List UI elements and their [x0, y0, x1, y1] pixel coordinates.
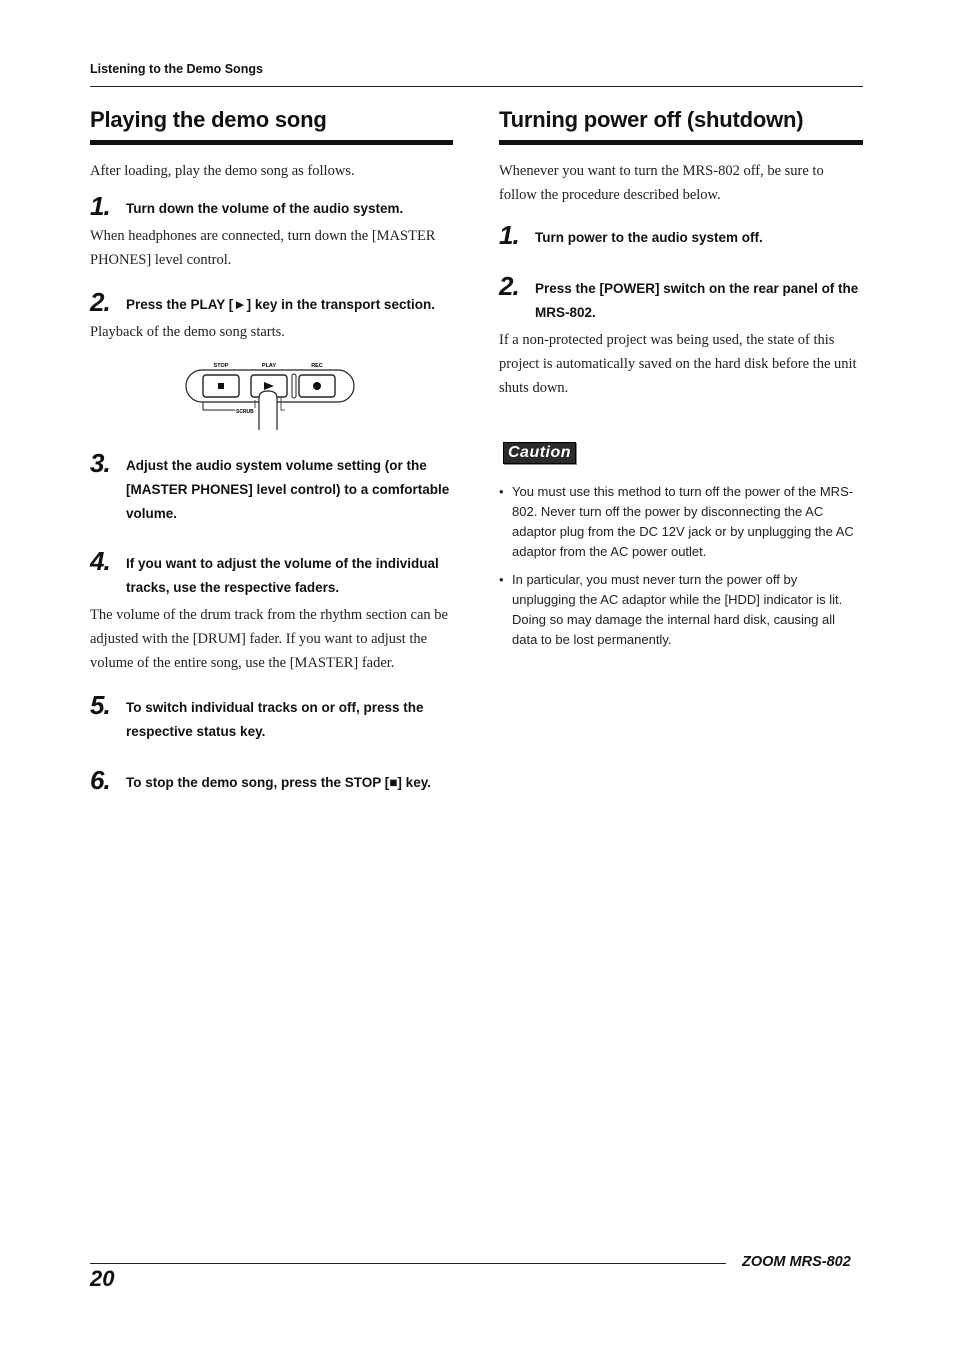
step-number: 2. — [499, 271, 519, 301]
section-title-playing-demo: Playing the demo song — [90, 107, 327, 132]
step-body: When headphones are connected, turn down the [MASTER PHONES] level control. — [90, 228, 436, 268]
key-divider — [292, 374, 296, 398]
footer-rule — [90, 1263, 726, 1264]
list-item — [499, 482, 863, 562]
bullet-icon: • — [499, 484, 504, 499]
rec-key-label: REC — [311, 363, 323, 369]
list-item — [499, 570, 863, 650]
step-number: 6. — [90, 765, 110, 795]
step-instruction: To stop the demo song, press the STOP [■] key. — [126, 775, 431, 790]
step-instruction: To switch individual tracks on or off, press the respective status key. — [126, 700, 424, 739]
right-column — [499, 104, 863, 658]
step-2 — [499, 271, 863, 325]
step-instruction: Press the [POWER] switch on the rear panel of the MRS-802. — [535, 281, 859, 320]
title-rule — [499, 140, 863, 145]
step-1 — [90, 191, 453, 221]
finger-icon — [259, 391, 277, 430]
left-column — [90, 104, 453, 795]
step-number: 4. — [90, 546, 110, 576]
intro-paragraph: After loading, play the demo song as follows. — [90, 163, 355, 179]
step-number: 1. — [90, 191, 110, 221]
intro-paragraph: Whenever you want to turn the MRS-802 off, be sure to follow the procedure described below. — [499, 163, 824, 203]
bullet-icon: • — [499, 572, 504, 587]
step-body: The volume of the drum track from the rhythm section can be adjusted with the [DRUM] fader. If you want to adjust the volume of the entire song, use the [MASTER] fader. — [90, 607, 448, 671]
product-name: ZOOM MRS-802 — [742, 1254, 851, 1270]
step-instruction: Adjust the audio system volume setting (or the [MASTER PHONES] level control) to a comfortable volume. — [126, 458, 450, 521]
step-6 — [90, 765, 453, 795]
step-instruction: Press the PLAY [►] key in the transport section. — [126, 297, 435, 312]
caution-list — [499, 482, 863, 650]
play-key-label: PLAY — [261, 363, 277, 369]
step-2 — [90, 287, 453, 317]
caution-text: You must use this method to turn off the power of the MRS-802. Never turn off the power by disconnecting the AC adaptor plug from the DC 12V jack or by unplugging the AC adaptor from the AC power outlet. — [512, 484, 854, 559]
step-5 — [90, 690, 453, 744]
running-header: Listening to the Demo Songs — [90, 62, 263, 76]
title-rule — [90, 140, 453, 145]
step-number: 2. — [90, 287, 110, 317]
stop-square-icon — [218, 383, 224, 389]
stop-key-label: STOP — [213, 363, 229, 369]
section-title-power-off: Turning power off (shutdown) — [499, 107, 804, 132]
step-number: 1. — [499, 220, 519, 250]
caution-text: In particular, you must never turn the power off by unplugging the AC adaptor while the [HDD] indicator is lit. Doing so may damage the internal hard disk, causing all data to be lost permanently. — [512, 572, 843, 647]
step-instruction: Turn power to the audio system off. — [535, 230, 763, 245]
transport-illustration — [185, 358, 360, 430]
rec-dot-icon — [313, 382, 321, 390]
scrub-bracket — [203, 402, 235, 410]
step-body: Playback of the demo song starts. — [90, 324, 285, 340]
header-rule — [90, 86, 863, 87]
step-1 — [499, 220, 863, 250]
step-body: If a non-protected project was being used, the state of this project is automatically saved on the hard disk before the unit shuts down. — [499, 332, 857, 396]
caution-box — [503, 442, 863, 464]
step-instruction: Turn down the volume of the audio system. — [126, 201, 404, 216]
transport-keys-figure — [185, 358, 360, 430]
page-number: 20 — [90, 1266, 115, 1291]
step-instruction: If you want to adjust the volume of the individual tracks, use the respective faders. — [126, 556, 439, 595]
caution-badge: Caution — [503, 442, 576, 464]
step-number: 3. — [90, 448, 110, 478]
scrub-label: SCRUB — [236, 409, 254, 415]
step-3 — [90, 448, 453, 526]
step-number: 5. — [90, 690, 110, 720]
step-4 — [90, 546, 453, 600]
